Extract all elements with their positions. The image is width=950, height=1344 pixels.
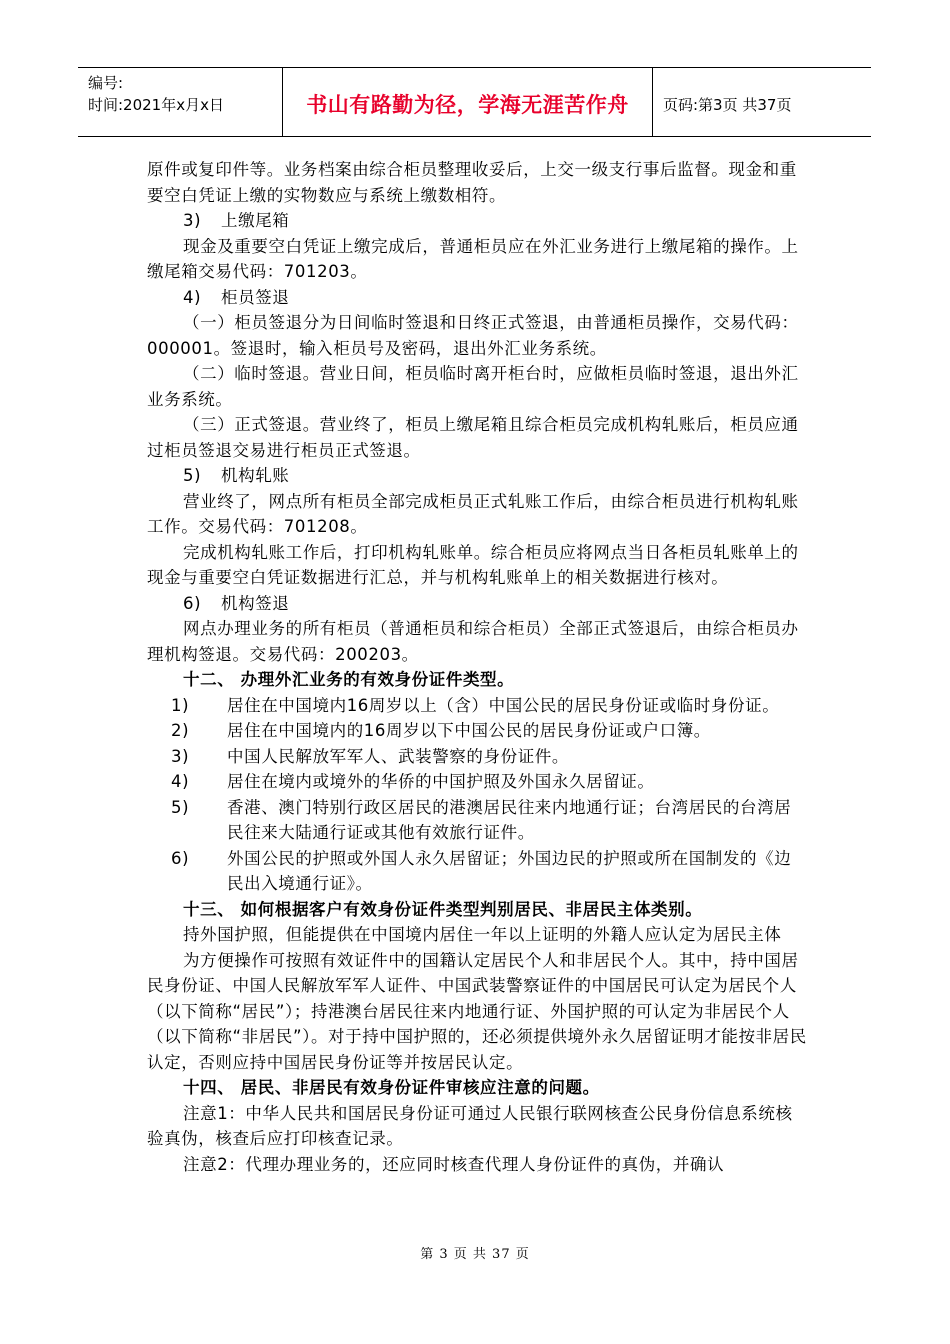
paragraph: 持外国护照，但能提供在中国境内居住一年以上证明的外籍人应认定为居民主体	[183, 925, 782, 944]
page-info: 页码:第3页 共37页	[663, 95, 792, 114]
paragraph: 注意1：中华人民共和国居民身份证可通过人民银行联网核查公民身份信息系统核验真伪，核查后应打印核查记录。	[147, 1103, 793, 1148]
header-motto-cell	[283, 68, 653, 136]
list-item: 1) 居住在中国境内16周岁以上（含）中国公民的居民身份证或临时身份证。	[171, 695, 780, 715]
header-page-cell	[653, 68, 871, 136]
paragraph: 完成机构轧账工作后，打印机构轧账单。综合柜员应将网点当日各柜员轧账单上的现金与重要空白凭证数据进行汇总，并与机构轧账单上的相关数据进行核对。	[147, 542, 799, 587]
page-header	[78, 67, 871, 137]
number-label: 编号:	[88, 74, 124, 92]
list-item: 6) 外国公民的护照或外国人永久居留证；外国边民的护照或所在国制发的《边民出入境通行证》。	[171, 848, 792, 893]
paragraph: 原件或复印件等。业务档案由综合柜员整理收妥后，上交一级支行事后监督。现金和重要空白凭证上缴的实物数应与系统上缴数相符。	[147, 160, 797, 205]
header-meta-cell	[78, 68, 283, 136]
list-item: 3) 中国人民解放军军人、武装警察的身份证件。	[171, 746, 569, 766]
list-item: 2) 居住在中国境内的16周岁以下中国公民的居民身份证或户口簿。	[171, 721, 711, 740]
section-title: 5) 机构轧账	[183, 466, 290, 485]
paragraph: （三）正式签退。营业终了，柜员上缴尾箱且综合柜员完成机构轧账后，柜员应通过柜员签退交易进行柜员正式签退。	[147, 415, 799, 460]
list-item: 5) 香港、澳门特别行政区居民的港澳居民往来内地通行证；台湾居民的台湾居民往来大陆通行证或其他有效旅行证件。	[171, 797, 792, 842]
section-title: 3) 上缴尾箱	[183, 211, 290, 230]
paragraph: 现金及重要空白凭证上缴完成后，普通柜员应在外汇业务进行上缴尾箱的操作。上缴尾箱交易代码：701203。	[147, 236, 799, 281]
section-heading: 十三、 如何根据客户有效身份证件类型判别居民、非居民主体类别。	[183, 899, 703, 919]
section-title: 4) 柜员签退	[183, 287, 290, 307]
page-footer: 第 3 页 共 37 页	[420, 1247, 530, 1262]
document-body	[147, 157, 807, 1177]
paragraph: 网点办理业务的所有柜员（普通柜员和综合柜员）全部正式签退后，由综合柜员办理机构签退。交易代码：200203。	[147, 619, 799, 664]
paragraph: （二）临时签退。营业日间，柜员临时离开柜台时，应做柜员临时签退，退出外汇业务系统。	[147, 364, 799, 409]
paragraph: （一）柜员签退分为日间临时签退和日终正式签退，由普通柜员操作，交易代码：000001。签退时，输入柜员号及密码，退出外汇业务系统。	[147, 313, 799, 358]
time-label: 时间:2021年x月x日	[88, 96, 224, 114]
list-item: 4) 居住在境内或境外的华侨的中国护照及外国永久居留证。	[171, 772, 655, 791]
section-heading: 十四、 居民、非居民有效身份证件审核应注意的问题。	[183, 1078, 600, 1097]
paragraph: 为方便操作可按照有效证件中的国籍认定居民个人和非居民个人。其中，持中国居民身份证、中国人民解放军军人证件、中国武装警察证件的中国居民可认定为居民个人（以下简称“居民”）；持港澳台居民往来内地通行证、外国护照的可认定为非居民个人（以下简称“非居民”）。对于持中国护照的，还必须提供境外永久居留证明才能按非居民认定，否则应持中国居民身份证等并按居民认定。	[147, 950, 807, 1072]
section-title: 6) 机构签退	[183, 593, 290, 613]
paragraph: 注意2：代理办理业务的，还应同时核查代理人身份证件的真伪，并确认	[183, 1154, 725, 1174]
paragraph: 营业终了，网点所有柜员全部完成柜员正式轧账工作后，由综合柜员进行机构轧账工作。交易代码：701208。	[147, 491, 799, 536]
motto-text: 书山有路勤为径，学海无涯苦作舟	[306, 93, 629, 117]
section-heading: 十二、 办理外汇业务的有效身份证件类型。	[183, 670, 515, 689]
